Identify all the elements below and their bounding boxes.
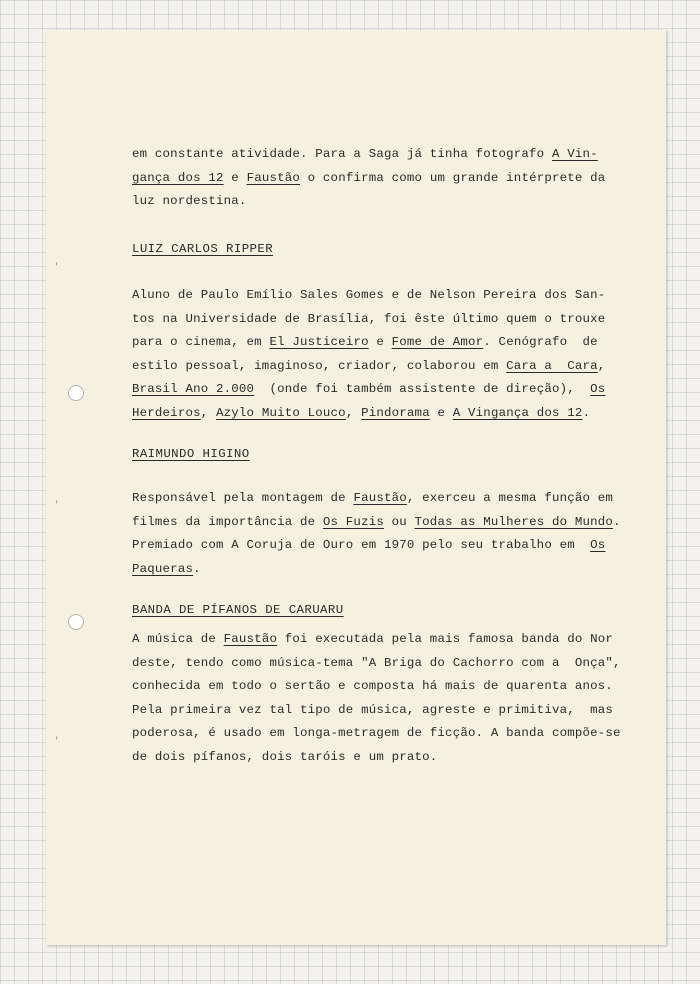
underlined-title: Pindorama [361,405,430,420]
text-run: estilo pessoal, imaginoso, criador, colaborou em [132,358,507,373]
underlined-title: Os [590,382,606,396]
section-heading-ripper: LUIZ CARLOS RIPPER [132,242,274,256]
paragraph-banda [132,628,632,769]
text-run: . [582,405,591,420]
text-line [132,722,632,746]
margin-mark: ' [54,262,60,272]
text-line [132,402,632,426]
underlined-title: Paqueras [132,561,194,576]
text-run: e [429,405,453,420]
text-run: filmes da importância de [132,514,323,529]
underlined-title: El Justiceiro [269,335,369,349]
text-run: para o cinema, em [132,335,270,349]
text-line [132,628,632,652]
text-line [132,652,632,676]
underlined-title: Os Fuzis [322,514,384,529]
text-line [132,746,632,770]
text-line [132,558,632,582]
underlined-title: A Vingança dos 12 [452,405,583,420]
text-run: luz nordestina. [132,194,247,208]
text-run: e [368,335,392,349]
text-run: ou [383,514,415,529]
heading-ripper-block [132,238,632,262]
underlined-title: Brasil Ano 2.000 [132,382,255,396]
text-line [132,675,632,699]
text-run: Premiado com A Coruja de Ouro em 1970 pelo seu trabalho em [132,538,591,552]
underlined-title: gança dos 12 [132,170,224,185]
text-run: deste, tendo como música-tema "A Briga do Cachorro com a Onça", [132,655,621,670]
text-run: (onde foi também assistente de direção), [254,382,591,396]
underlined-title: Todas as Mulheres do Mundo [414,514,614,529]
text-run: foi executada pela mais famosa banda do Nor [277,632,614,646]
text-run: e [223,170,247,185]
text-line [132,699,632,723]
text-run: conhecida em todo o sertão e composta há mais de quarenta anos. [132,679,614,693]
heading-higino-block [132,443,632,467]
paragraph-higino [132,487,632,581]
underlined-title: Faustão [246,170,301,185]
section-heading-higino: RAIMUNDO HIGINO [132,447,250,461]
underlined-title: Faustão [353,491,407,505]
text-run: , [345,405,362,420]
text-run: Responsável pela montagem de [132,491,354,505]
punch-hole-lower [68,614,84,630]
text-run: poderosa, é usado em longa-metragem de ficção. A banda compõe-se [132,726,621,740]
margin-mark: ' [54,736,60,746]
underlined-title: Os [590,538,606,552]
underlined-title: Herdeiros [132,405,201,420]
text-run: A música de [132,632,224,646]
text-line [132,378,632,402]
paragraph-saga [132,143,632,214]
text-line [132,534,632,558]
punch-hole-upper [68,385,84,401]
text-run: . Cenógrafo de [483,335,598,349]
text-line [132,143,632,167]
paragraph-ripper [132,284,632,425]
text-run: . [193,561,201,576]
text-line [132,355,632,379]
text-run: , exerceu a mesma função em [406,491,614,505]
text-run: Aluno de Paulo Emílio Sales Gomes e de Nelson Pereira dos San- [132,288,606,302]
text-line [132,167,632,191]
text-line [132,308,632,332]
text-run: . [613,514,621,529]
underlined-title: A Vin- [551,147,598,161]
text-line [132,511,632,535]
underlined-title: Cara a Cara [506,358,598,373]
text-run: em constante atividade. Para a Saga já tinha fotografo [132,147,552,161]
text-run: o confirma como um grande intérprete da [300,170,606,185]
heading-banda-block [132,599,632,623]
margin-mark: ' [54,500,60,510]
text-run: , [597,358,606,373]
text-line [132,331,632,355]
text-run: tos na Universidade de Brasília, foi êste último quem o trouxe [132,311,606,326]
text-line [132,284,632,308]
text-run: de dois pífanos, dois taróis e um prato. [132,749,438,764]
text-line [132,487,632,511]
text-run: Pela primeira vez tal tipo de música, agreste e primitiva, mas [132,702,614,717]
underlined-title: Faustão [223,632,278,646]
underlined-title: Fome de Amor [391,335,484,349]
section-heading-banda: BANDA DE PÍFANOS DE CARUARU [132,603,344,617]
text-line [132,190,632,214]
text-run: , [200,405,217,420]
underlined-title: Azylo Muito Louco [216,405,346,420]
